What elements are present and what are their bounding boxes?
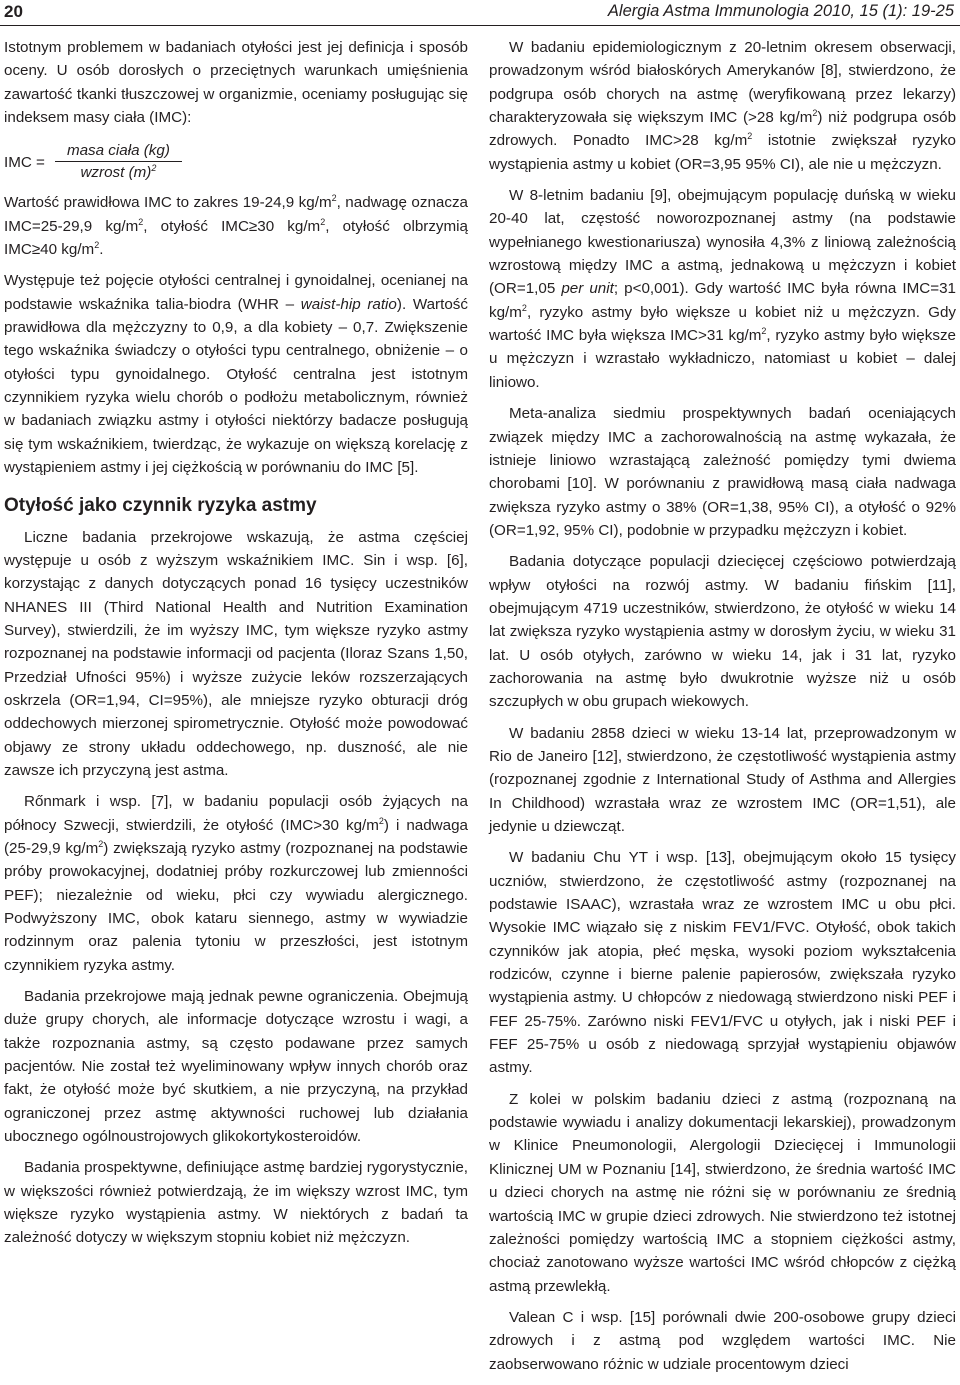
page-header: [0, 0, 960, 26]
paragraph-cross-sectional: Liczne badania przekrojowe wskazują, że astma częściej występuje u osób z wyższym wskaźnikiem IMC. Sin i wsp. [6], korzystając z danych dotyczących ponad 16 tysięcy uczestników NHANES III (Third National Health and Nutrition Examination Survey), stwierdzili, że im wyższy IMC, tym większe ryzyko astmy rozpoznanej na podstawie informacji od pacjenta (Iloraz Szans 1,50, Przedział Ufności 95%) i wyższe zużycie leków rozszerzających oskrzela (OR=1,94, CI=95%), ale mniejsze ryzyko obturacji dróg oddechowych mierzonej spirometrycznie. Otyłość może powodować objawy ze strony układu oddechowego, np. duszność, ale nie zawsze ich przyczyną jest astma.: [4, 528, 468, 779]
text-span: ) niż podgrupa osób zdrowych. Ponadto IMC>28 kg/m: [489, 109, 957, 150]
text-span: Występuje też pojęcie otyłości centralnej i gynoidalnej, ocenianej na podstawie wskaźnika talia-biodra (WHR –: [4, 272, 468, 313]
text-span: ) i nadwaga (25-29,9 kg/m: [4, 816, 468, 857]
text-span: Wartość prawidłowa IMC to zakres 19-24,9 kg/m: [4, 194, 332, 212]
text-span: ; p<0,001). Gdy wartość IMC była równa IMC=31 kg/m: [489, 280, 956, 321]
paragraph-meta-analysis: Meta-analiza siedmiu prospektywnych badań oceniających związek między IMC a zachorowalnością na astmę wykazała, że istnieje liniowo wzrastającą zależność pomiędzy tymi dwiema chorobami [10]. W porównaniu z prawidłową masą ciała nadwaga zwiększa ryzyko astmy o 38% (OR=1,38, 95% CI), a otyłość o 92% (OR=1,92, 95% CI), podobnie w przypadku mężczyzn i kobiet.: [489, 405, 956, 539]
text-span: , otyłość olbrzymią IMC≥40 kg/m: [4, 217, 468, 259]
paragraph-bmi-ranges: [4, 191, 468, 261]
paragraph-definition: Istotnym problemem w badaniach otyłości jest jej definicja i sposób oceny. U osób dorosłych o przeciętnych warunkach umięśnienia zawartość tkanki tłuszczowej w organizmie, oceniamy posługując się indeksem masy ciała (IMC):: [4, 39, 468, 127]
superscript: 2: [331, 193, 337, 204]
formula-fraction: [55, 141, 182, 184]
paragraph-epidemiological: [489, 36, 956, 176]
paragraph-danish-study: [489, 184, 956, 394]
text-span: , ryzyko astmy było większe u kobiet niż u mężczyzn. Gdy wartość IMC była większa IMC>31 kg/m: [489, 303, 956, 345]
text-span: .: [99, 241, 104, 259]
journal-citation: Alergia Astma Immunologia 2010, 15 (1): 19-25: [607, 2, 954, 20]
bmi-formula: [4, 137, 468, 187]
header-rule: [0, 25, 960, 26]
italic-text: waist-hip ratio: [300, 295, 397, 313]
superscript: 2: [138, 216, 144, 227]
superscript: 2: [521, 302, 527, 313]
paragraph-prospective: Badania prospektywne, definiujące astmę bardziej rygorystycznie, w większości również potwierdzają, że im większy wzrost IMC, tym większe ryzyko wystąpienia astmy. W niektórych z badań ta zależność dotyczy w większym stopniu kobiet niż mężczyzn.: [4, 1159, 468, 1247]
paragraph-polish-study: Z kolei w polskim badaniu dzieci z astmą (rozpoznaną na podstawie wywiadu i analizy dokumentacji lekarskiej), prowadzonym w Klinice Pneumonologii, Alergologii Dziecięcej i Immunologii Klinicznej UM w Poznaniu [14], stwierdzono, że średnia wartość IMC u dzieci chorych na astmę nie różni się w porównaniu ze średnią wartością IMC w grupie dzieci zdrowych. Nie stwierdzono też istotnej zależności pomiędzy wartością IMC a stopniem ciężkości astmy, chociaż zanotowano wyższe wartości IMC wśród chłopców z ciężką astmą przewlekłą.: [489, 1090, 956, 1295]
superscript: 2: [320, 216, 326, 227]
paragraph-whr: [4, 269, 468, 479]
text-span: , nadwagę oznacza IMC=25-29,9 kg/m: [4, 194, 468, 235]
text-span: ) zwiększają ryzyko astmy (rozpoznanej na podstawie próby prowokacyjnej, dodatniej próby rozkurczowej lub zmienności PEF); niezależnie od wieku, płci czy wywiadu alergicznego. Podwyższony IMC, obok kataru siennego, astmy w wywiadzie rodzinnym oraz palenia tytoniu w przeszłości, jest istotnym czynnikiem ryzyka astmy.: [4, 839, 468, 974]
formula-denominator: [80, 162, 156, 184]
superscript: 2: [94, 240, 100, 251]
paragraph-valean: Valean C i wsp. [15] porównali dwie 200-osobowe grupy dzieci zdrowych i z astmą pod względem wartości IMC. Nie zaobserwowano różnic w udziale procentowym dzieci: [489, 1308, 956, 1373]
text-span: , ryzyko astmy było większe u mężczyzn i wzrastało wykładniczo, natomiast u kobiet – dalej liniowo.: [489, 327, 956, 391]
text-span: Rőnmark i wsp. [7], w badaniu populacji osób żyjących na północy Szwecji, stwierdzili, że otyłość (IMC>30 kg/m: [4, 793, 468, 834]
paragraph-rio-de-janeiro: W badaniu 2858 dzieci w wieku 13-14 lat, przeprowadzonym w Rio de Janeiro [12], stwierdzono, że częstotliwość wystąpienia astmy (rozpoznanej zgodnie z International Study of Asthma and Allergies In Childhood) wzrastała wraz ze wzrostem IMC (OR=1,51), ale jedynie u dziewcząt.: [489, 724, 956, 835]
text-span: , otyłość IMC≥30 kg/m: [143, 217, 321, 235]
section-heading: Otyłość jako czynnik ryzyka astmy: [4, 494, 317, 516]
left-column: [4, 36, 468, 1250]
superscript: 2: [98, 838, 104, 849]
superscript: 2: [812, 108, 818, 119]
paragraph-ronmark: [4, 790, 468, 977]
superscript: 2: [378, 815, 384, 826]
formula-numerator: masa ciała (kg): [55, 141, 182, 162]
italic-text: per unit: [561, 280, 614, 298]
text-span: W badaniu epidemiologicznym z 20-letnim okresem obserwacji, prowadzonym wśród białoskórych Amerykanów [8], stwierdzono, że podgrupa osób chorych na astmę (weryfikowaną przez lekarzy) charakteryzowała się większym IMC (>28 kg/m: [489, 39, 956, 127]
formula-lhs: IMC =: [4, 153, 45, 171]
page-number: 20: [4, 2, 23, 21]
paragraph-limitations: Badania przekrojowe mają jednak pewne ograniczenia. Obejmują duże grupy chorych, ale informacje dotyczące wzrostu i wagi, a także rozpoznania astmy, są często podawane przez samych pacjentów. Nie został też wyeliminowany wpływ innych chorób oraz fakt, że otyłość może być skutkiem, a nie przyczyną, na przykład ograniczonej przez astmę aktywności ruchowej lub działania ubocznego ogólnoustrojowych glikokortykosteroidów.: [4, 988, 468, 1146]
superscript: 2: [747, 131, 753, 142]
right-column: [489, 36, 956, 1376]
formula-denominator-text: wzrost (m): [80, 163, 152, 181]
formula-superscript: 2: [151, 162, 157, 173]
text-span: istotnie zwiększał ryzyko wystąpienia astmy u kobiet (OR=3,95 95% CI), ale nie u mężczyzn.: [489, 132, 956, 173]
text-span: ). Wartość prawidłowa dla mężczyzny to 0,9, a dla kobiety – 0,7. Zwiększenie tego wskaźnika świadczy o otyłości typu centralnego, obniżenie – o otyłości typu gynoidalnego. Otyłość centralna jest istotnym czynnikiem ryzyka wielu chorób o podłożu metabolicznym, również w badaniach związku astmy i otyłości niektórzy badacze posługują się tym wskaźnikiem, twierdząc, że wykazuje on większą korelację z wystąpieniem astmy i jej ciężkością w porównaniu do IMC [5].: [4, 295, 468, 477]
paragraph-chu-yt: W badaniu Chu YT i wsp. [13], obejmującym około 15 tysięcy uczniów, stwierdzono, że częstotliwość astmy (rozpoznanej na podstawie ISAAC), wzrastała wraz ze wzrostem IMC u obu płci. Wysokie IMC wiązało się z niskim FEV1/FVC. Otyłość, obok takich czynników jak atopia, płeć męska, wysoki poziom wykształcenia rodziców, czynne i bierne palenie papierosów, zwiększała ryzyko wystąpienia astmy. U chłopców z niedowagą stwierdzono niski PEF i FEF 25-75%. Zarówno niski FEV1/FVC u otyłych, jak i niski PEF i FEF 25-75% u osób z niedowagą sprzyjał wystąpieniu objawów astmy.: [489, 849, 956, 1077]
text-span: W 8-letnim badaniu [9], obejmującym populację duńską w wieku 20-40 lat, częstość noworozpoznanej astmy (na podstawie wypełnianego kwestionariusza) wynosiła 4,3% z liniową zależnością wzrostową między IMC a astmą, jednakową u mężczyzn i kobiet (OR=1,05: [489, 187, 956, 298]
superscript: 2: [761, 326, 767, 337]
paragraph-children-finnish: Badania dotyczące populacji dziecięcej częściowo potwierdzają wpływ otyłości na rozwój astmy. W badaniu fińskim [11], obejmującym 4719 uczestników, stwierdzono, że otyłość w wieku 14 lat zwiększa ryzyko wystąpienia astmy w dorosłym życiu, w wieku 31 lat. U osób otyłych, zarówno w wieku 14, jak i 31 lat, ryzyko zachorowania na astmę było dwukrotnie wyższe niż u osób szczupłych w obu grupach wiekowych.: [489, 553, 956, 711]
